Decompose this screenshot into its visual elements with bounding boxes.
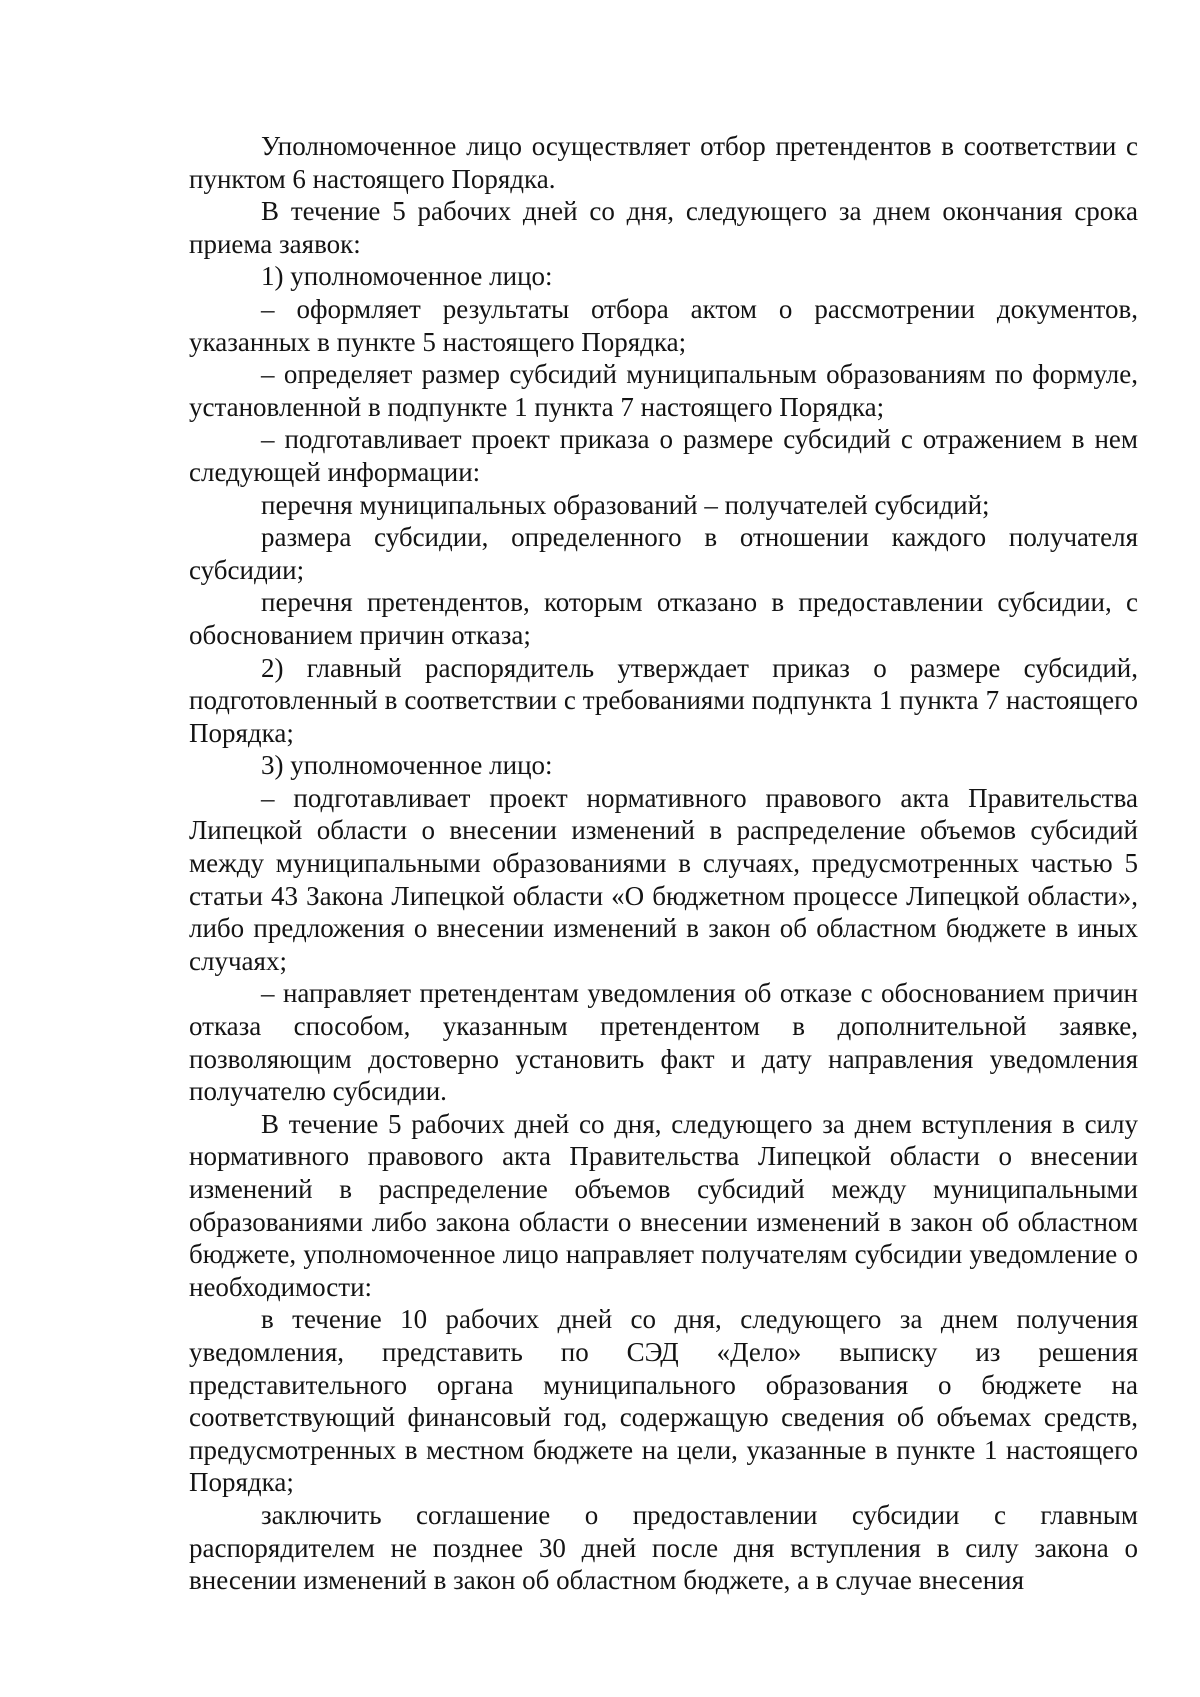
paragraph-within-5-days-after-deadline: В течение 5 рабочих дней со дня, следующего за днем окончания срока приема заявок: [189,196,1138,259]
paragraph-item-3-authorized-person: 3) уполномоченное лицо: [261,750,553,781]
paragraph-within-10-days-submit-extract: в течение 10 рабочих дней со дня, следующего за днем получения уведомления, представить по СЭД «Дело» выписку из решения представительного органа муниципального образования о бюджете на соответствующий финансовый год, содержащую сведения об объемах средств, предусмотренных в местном бюджете на цели, указанные в пункте 1 настоящего Порядка; [189,1304,1138,1498]
paragraph-conclude-agreement: заключить соглашение о предоставлении субсидии с главным распорядителем не позднее 30 дней после дня вступления в силу закона о внесении изменений в закон об областном бюджете, а в случае внесения [189,1499,1138,1596]
paragraph-subsidy-amount: размера субсидии, определенного в отношении каждого получателя субсидии; [189,522,1138,585]
paragraph-within-5-days-after-entry-into-force: В течение 5 рабочих дней со дня, следующего за днем вступления в силу нормативного правового акта Правительства Липецкой области о внесении изменений в распределение объемов субсидий между муниципальными образованиями либо закона области о внесении изменений в закон об областном бюджете, уполномоченное лицо направляет получателям субсидии уведомление о необходимости: [189,1108,1138,1302]
paragraph-formalizes-results: – оформляет результаты отбора актом о рассмотрении документов, указанных в пункте 5 настоящего Порядка; [189,293,1138,357]
paragraph-list-of-rejected: перечня претендентов, которым отказано в предоставлении субсидии, с обоснованием причин отказа; [189,587,1138,650]
paragraph-selection-by-authorized-person: Уполномоченное лицо осуществляет отбор претендентов в соответствии с пунктом 6 настоящего Порядка. [189,131,1138,194]
paragraph-item-2-chief-administrator: 2) главный распорядитель утверждает приказ о размере субсидий, подготовленный в соответствии с требованиями подпункта 1 пункта 7 настоящего Порядка; [189,652,1138,748]
document-body [189,130,1138,1597]
paragraph-item-1-authorized-person: 1) уполномоченное лицо: [261,261,553,292]
paragraph-list-of-municipalities: перечня муниципальных образований – получателей субсидий; [261,489,990,520]
paragraph-sends-rejection-notices: – направляет претендентам уведомления об отказе с обоснованием причин отказа способом, указанным претендентом в дополнительной заявке, позволяющим достоверно установить факт и дату направления уведомления получателю субсидии. [189,978,1138,1107]
paragraph-prepares-regulatory-act: – подготавливает проект нормативного правового акта Правительства Липецкой области о внесении изменений в распределение объемов субсидий между муниципальными образованиями в случаях, предусмотренных частью 5 статьи 43 Закона Липецкой области «О бюджетном процессе Липецкой области», либо предложения о внесении изменений в закон об областном бюджете в иных случаях; [189,782,1138,976]
paragraph-determines-subsidy-size: – определяет размер субсидий муниципальным образованиям по формуле, установленной в подпункте 1 пункта 7 настоящего Порядка; [189,359,1138,422]
paragraph-prepares-order-draft: – подготавливает проект приказа о размере субсидий с отражением в нем следующей информации: [189,424,1138,487]
